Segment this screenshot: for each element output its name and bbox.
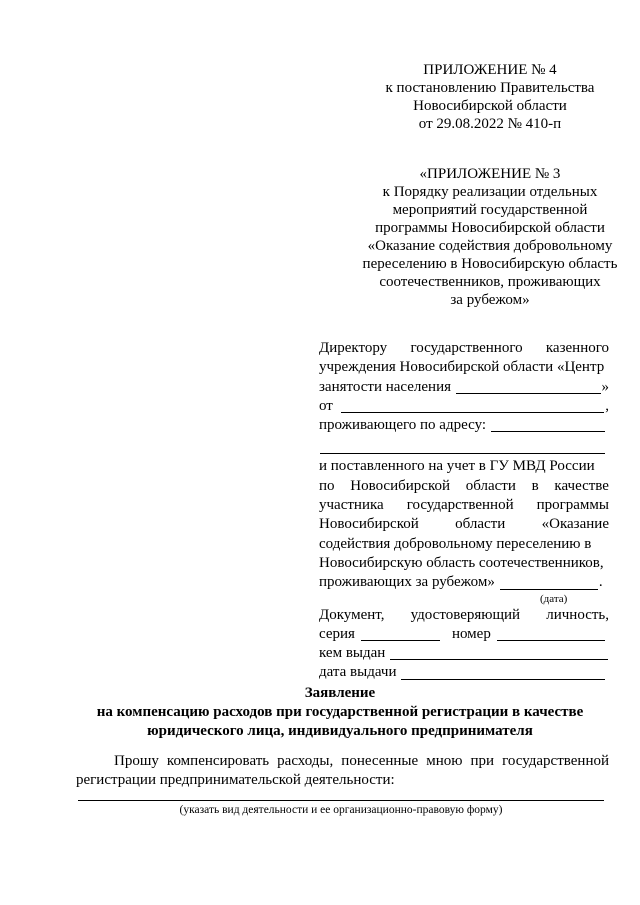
registered-text: проживающих за рубежом» xyxy=(319,574,495,591)
statement-title: Заявление xyxy=(304,685,376,701)
applicant-name-field[interactable] xyxy=(341,398,604,413)
activity-type-caption: (указать вид деятельности и ее организационно-правовую форму) xyxy=(179,804,503,816)
appendix-4-date: от 29.08.2022 № 410-п xyxy=(418,116,562,132)
registered-word: Новосибирской xyxy=(319,516,419,533)
from-label: от xyxy=(319,397,333,414)
appendix-4-line: Новосибирской области xyxy=(413,98,567,114)
registered-word: государственной xyxy=(406,497,514,514)
residence-label: проживающего по адресу: xyxy=(319,417,487,434)
registered-line xyxy=(319,496,609,515)
residence-line xyxy=(319,416,609,435)
registered-text: и поставленного на учет в ГУ МВД России xyxy=(319,458,595,475)
appendix-3-line: программы Новосибирской области xyxy=(375,220,605,236)
center-name-line xyxy=(319,378,609,397)
appendix-4-header xyxy=(340,61,640,133)
registered-word: программы xyxy=(536,497,609,514)
appendix-4-line: к постановлению Правительства xyxy=(385,80,595,96)
issue-date-label: дата выдачи xyxy=(319,664,397,681)
registered-word: «Оказание xyxy=(541,516,609,533)
residence-line-2 xyxy=(319,435,609,457)
addressee-text: занятости населения xyxy=(319,378,452,395)
registered-word: в xyxy=(531,477,539,494)
residence-field-2[interactable] xyxy=(320,435,605,454)
identity-word: Документ, xyxy=(319,606,385,623)
quote-mark: » xyxy=(601,378,609,395)
registered-word: качестве xyxy=(554,477,609,494)
appendix-3-line: «Оказание содействия добровольному xyxy=(367,238,613,254)
addressee-block xyxy=(319,339,609,683)
issue-date-line xyxy=(319,663,609,682)
addressee-text: учреждения Новосибирской области «Центр xyxy=(319,359,605,376)
registered-word: области xyxy=(455,516,506,533)
registered-line xyxy=(319,535,609,554)
registered-word: участника xyxy=(319,497,384,514)
addressee-word: государственного xyxy=(410,340,523,356)
from-line xyxy=(319,397,609,416)
addressee-word: Директору xyxy=(319,340,388,356)
identity-word: личность, xyxy=(546,606,609,623)
number-field[interactable] xyxy=(497,626,605,641)
series-field[interactable] xyxy=(361,626,440,641)
series-number-line xyxy=(319,625,609,644)
comma: , xyxy=(605,397,609,414)
issued-by-line xyxy=(319,644,609,663)
appendix-3-line: мероприятий государственной xyxy=(392,202,588,218)
registration-date-line xyxy=(319,573,609,592)
registered-word: Новосибирской xyxy=(350,477,450,494)
registered-word: по xyxy=(319,477,335,494)
identity-word: удостоверяющий xyxy=(410,606,521,623)
statement-subtitle: на компенсацию расходов при государственной регистрации в качестве xyxy=(96,704,584,720)
statement-body xyxy=(76,752,609,790)
appendix-3-line: за рубежом» xyxy=(450,292,530,308)
statement-subtitle: юридического лица, индивидуального предпринимателя xyxy=(147,723,533,739)
appendix-3-line: к Порядку реализации отдельных xyxy=(382,184,598,200)
issued-by-field[interactable] xyxy=(390,645,608,660)
issue-date-field[interactable] xyxy=(401,665,605,680)
addressee-line xyxy=(319,358,609,377)
appendix-3-header xyxy=(330,165,640,309)
appendix-4-title: ПРИЛОЖЕНИЕ № 4 xyxy=(423,62,557,78)
statement-body-line: Прошу компенсировать расходы, понесенные мною при государственной xyxy=(114,753,609,769)
statement-body-line: регистрации предпринимательской деятельности: xyxy=(76,772,395,788)
registered-text: Новосибирскую область соотечественников, xyxy=(319,554,604,571)
period: . xyxy=(598,574,603,591)
activity-type-field[interactable] xyxy=(78,800,604,801)
appendix-3-line: переселению в Новосибирскую область xyxy=(362,256,618,272)
registered-text: содействия добровольному переселению в xyxy=(319,535,592,552)
registered-line xyxy=(319,554,609,573)
registered-line xyxy=(319,457,609,476)
statement-title-block xyxy=(0,684,640,741)
issued-by-label: кем выдан xyxy=(319,645,386,662)
addressee-word: казенного xyxy=(545,340,609,356)
registered-line xyxy=(319,477,609,496)
registered-line xyxy=(319,515,609,534)
date-caption: (дата) xyxy=(540,592,568,605)
center-name-field[interactable] xyxy=(456,379,600,394)
number-label: номер xyxy=(451,625,491,642)
registration-date-field[interactable] xyxy=(500,575,598,590)
identity-doc-line xyxy=(319,606,609,625)
appendix-3-line: соотечественников, проживающих xyxy=(379,274,601,290)
registered-word: области xyxy=(465,477,516,494)
appendix-3-title: «ПРИЛОЖЕНИЕ № 3 xyxy=(419,166,561,182)
residence-field[interactable] xyxy=(491,417,605,432)
series-label: серия xyxy=(319,625,355,642)
addressee-line xyxy=(319,339,609,358)
